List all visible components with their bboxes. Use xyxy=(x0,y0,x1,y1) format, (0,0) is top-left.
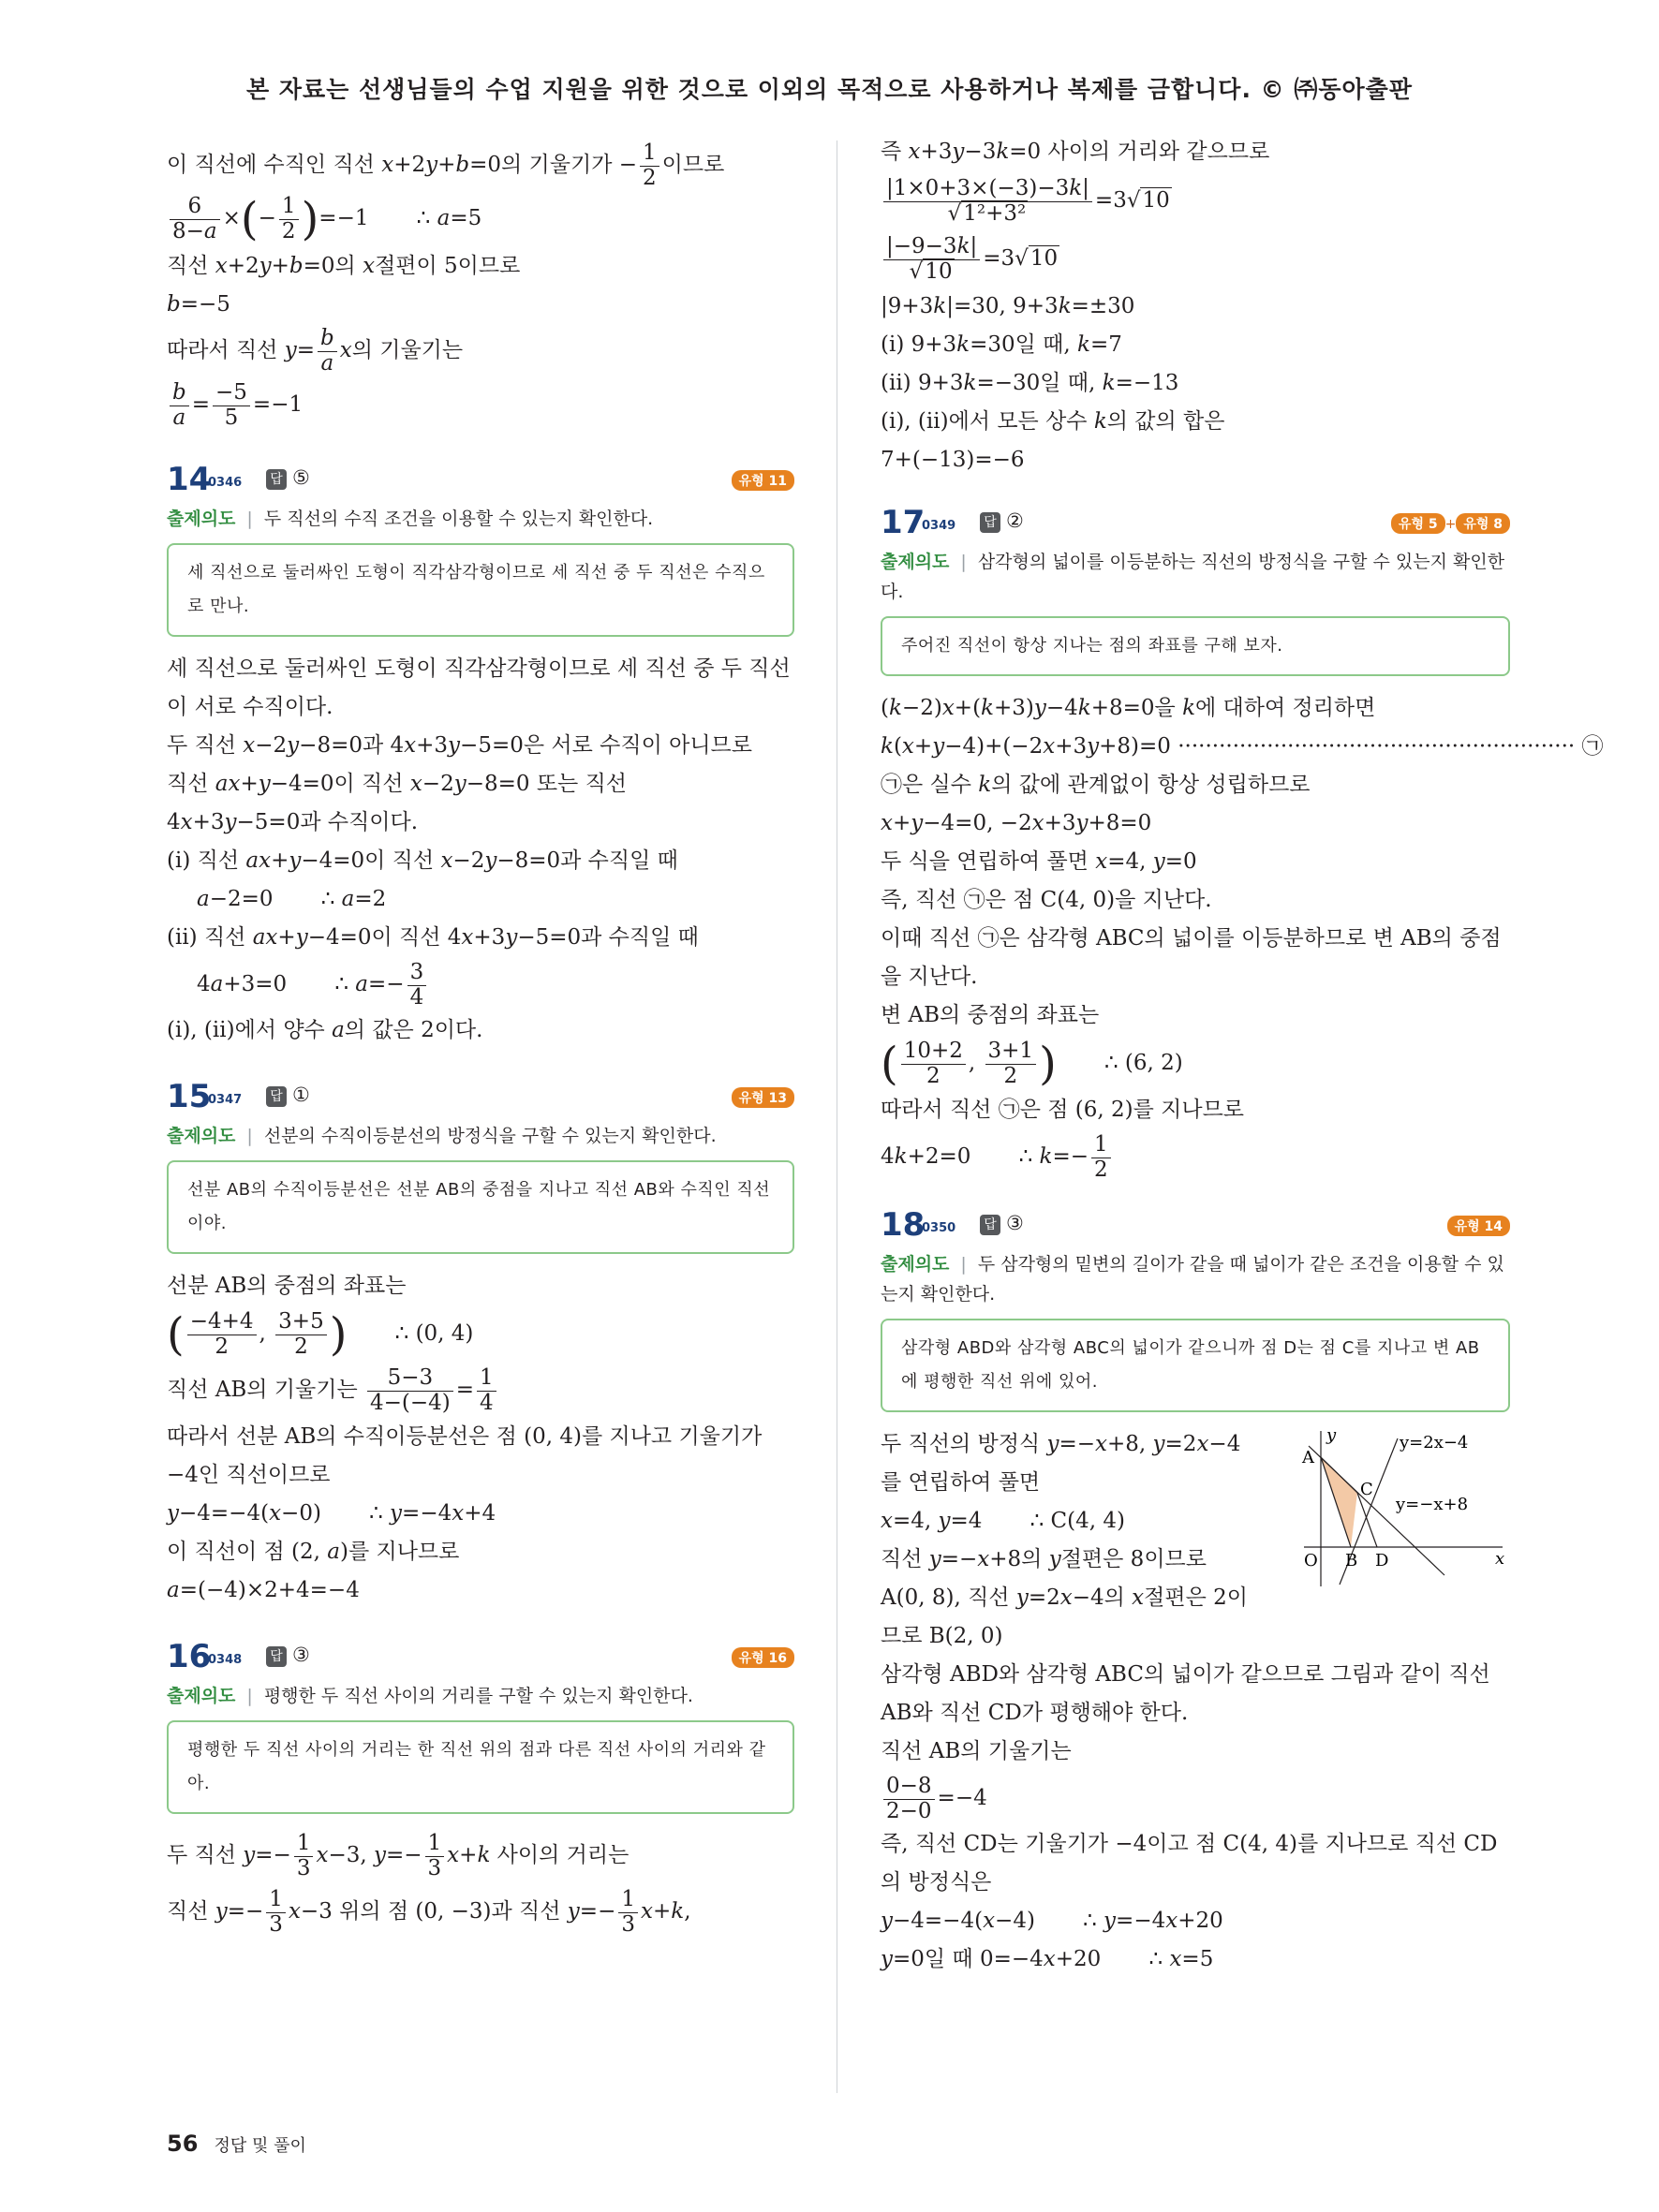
point-c-label: C xyxy=(1360,1480,1373,1499)
type-tags xyxy=(732,1087,794,1108)
question-number: 16 xyxy=(167,1638,212,1675)
question-intent: 출제의도 | 평행한 두 직선 사이의 거리를 구할 수 있는지 확인한다. xyxy=(167,1686,693,1706)
type-tag: 유형 14 xyxy=(1447,1216,1510,1236)
type-tags xyxy=(732,470,794,491)
question-number: 15 xyxy=(167,1078,212,1115)
left-column xyxy=(167,140,794,1939)
type-tag: 유형 5 xyxy=(1391,513,1445,534)
page-label: 정답 및 풀이 xyxy=(214,2136,306,2156)
triangle-abc xyxy=(1321,1457,1357,1547)
question-intent: 출제의도 | 선분의 수직이등분선의 방정식을 구할 수 있는지 확인한다. xyxy=(167,1126,717,1146)
type-tag: 유형 16 xyxy=(732,1647,794,1668)
page-number: 56 xyxy=(167,2131,199,2157)
line1-label: y=2x−4 xyxy=(1400,1433,1469,1453)
answer-icon: 답 xyxy=(980,512,1000,533)
question-id: 0346 xyxy=(208,476,243,490)
type-tag: 유형 11 xyxy=(732,470,794,491)
right-column xyxy=(881,140,1604,1979)
copyright-notice: 본 자료는 선생님들의 수업 지원을 위한 것으로 이외의 목적으로 사용하거나 복제를 금합니다. © ㈜동아출판 xyxy=(246,76,1413,103)
answer-choice: ② xyxy=(1006,509,1024,532)
point-d-label: D xyxy=(1375,1551,1389,1571)
q18-figure-block: y x O A B C D y=2x−4 y=−x+8 두 직선의 방정식 y=−x+8, y=2x−4 를 연립하여 풀면 x=4, y=4 ∴ C(4, 4) 직선 y=−x+8의 y절편은 8이므로 A(0, 8), 직선 y=2x−4의 x절편은 2이 므로 B(2, 0) xyxy=(881,1425,1510,1656)
question-17: 17 0349 답 ② 유형 5 + 유형 8 출제의도 | 삼각형의 넓이를 이등분하는 직선의 방정식을 구할 수 있는지 확인한다. 주어진 직선이 항상 지나는 점의 좌표를 구해 보자. (k−2)x+(k+3)y−4k+8=0을 k에 대하여 정리하면 k(x+y−4)+(−2x+3y+8)=0 ·························································· ㉠ ㉠은 실수 k의 값에 관계없이 항상 성립하므로 x+y−4=0, −2x+3y+8=0 두 식을 연립하여 풀면 x=4, y=0 즉, 직선 ㉠은 점 C(4, 0)을 지난다. 이때 직선 ㉠은 삼각형 ABC의 넓이를 이등분하므로 변 AB의 중점을 지난다. 변 AB의 중점의 좌표는 ( $\frac{10+2}{2}$ , $\frac{3+1}{2}$ ) ∴ (6, 2) 따라서 직선 ㉠은 점 (6, 2)를 지나므로 4k+2=0 ∴ k=− $\frac{1}{2}$ xyxy=(881,504,1604,1182)
question-18: 18 0350 답 ③ 유형 14 출제의도 | 두 삼각형의 밑변의 길이가 같을 때 넓이가 같은 조건을 이용할 수 있는지 확인한다. 삼각형 ABD와 삼각형 ABC의 넓이가 같으니까 점 D는 점 C를 지나고 변 AB에 평행한 직선 위에 있어. y x O A B C D y=2x−4 y=−x+8 두 직선의 방정식 y=−x+8, y=2x−4 를 연립하여 풀면 x=4, y=4 ∴ C(4, 4) 직선 y=−x+8의 y절편은 8이므로 A(0, 8), 직선 y=2x−4의 x절편은 2이 므로 B(2, 0) 삼각형 ABD와 삼각형 ABC의 넓이가 같으므로 그림과 같이 직선 AB와 직선 CD가 평행해야 한다. 직선 AB의 기울기는 $\frac{0-8}{2-0}$ =−4 즉, 직선 CD는 기울기가 −4이고 점 C(4, 4)를 지나므로 직선 CD의 방정식은 y−4=−4(x−4) ∴ y=−4x+20 y=0일 때 0=−4x+20 ∴ x=5 xyxy=(881,1206,1510,1979)
answer-icon: 답 xyxy=(266,1086,287,1107)
question-intent: 출제의도 | 두 삼각형의 밑변의 길이가 같을 때 넓이가 같은 조건을 이용할 수 있는지 확인한다. xyxy=(881,1254,1504,1305)
point-a-label: A xyxy=(1302,1448,1314,1467)
line2-label: y=−x+8 xyxy=(1396,1495,1469,1514)
question-16: 16 0348 답 ③ 유형 16 출제의도 | 평행한 두 직선 사이의 거리를 구할 수 있는지 확인한다. 평행한 두 직선 사이의 거리는 한 직선 위의 점과 다른 직선 사이의 거리와 같아. 두 직선 y=− $\frac{1}{3}$ x−3, y=− $\frac{1}{3}$ x+k 사이의 거리는 직선 y=− $\frac{1}{3}$ x−3 위의 점 (0, −3)과 직선 y=− $\frac{1}{3}$ x+k, xyxy=(167,1638,794,1939)
question-15: 15 0347 답 ① 유형 13 출제의도 | 선분의 수직이등분선의 방정식을 구할 수 있는지 확인한다. 선분 AB의 수직이등분선은 선분 AB의 중점을 지나고 직선 AB와 수직인 직선이야. 선분 AB의 중점의 좌표는 ( $\frac{-4+4}{2}$ , $\frac{3+5}{2}$ ) ∴ (0, 4) 직선 AB의 기울기는 $\frac{5-3}{4-(-4)}$ = $\frac{1}{4}$ 따라서 선분 AB의 수직이등분선은 점 (0, 4)를 지나고 기울기가 −4인 직선이므로 y−4=−4(x−0) ∴ y=−4x+4 이 직선이 점 (2, a)를 지나므로 a=(−4)×2+4=−4 xyxy=(167,1078,794,1610)
coordinate-figure xyxy=(1295,1425,1510,1594)
question-id: 0348 xyxy=(208,1653,243,1667)
answer-choice: ① xyxy=(292,1084,310,1106)
question-id: 0349 xyxy=(922,519,956,533)
question-intent: 출제의도 | 두 직선의 수직 조건을 이용할 수 있는지 확인한다. xyxy=(167,509,654,529)
type-tag: 유형 8 xyxy=(1456,513,1510,534)
question-id: 0347 xyxy=(208,1093,243,1107)
answer-choice: ⑤ xyxy=(292,466,310,489)
type-tags xyxy=(1447,1216,1510,1236)
hint-box: 세 직선으로 둘러싸인 도형이 직각삼각형이므로 세 직선 중 두 직선은 수직으로 만나. xyxy=(167,543,794,637)
answer-icon: 답 xyxy=(266,1646,287,1667)
answer-icon: 답 xyxy=(980,1215,1000,1235)
answer-choice: ③ xyxy=(292,1644,310,1666)
y-axis-label: y xyxy=(1326,1425,1337,1445)
type-tags xyxy=(732,1647,794,1668)
point-b-label: B xyxy=(1345,1551,1358,1571)
origin-label: O xyxy=(1304,1551,1318,1571)
question-number: 17 xyxy=(881,504,926,541)
q16-continuation: 즉 x+3y−3k=0 사이의 거리와 같으므로 $\frac{|1\times 0+3\times(-3)-3k|}{\text{√1²+3²}}$ =3√10 $\frac{|-9-3k|}{√10}$ =3√10 |9+3k|=30, 9+3k=±30 (ⅰ) 9+3k=30일 때, k=7 (ⅱ) 9+3k=−30일 때, k=−13 (ⅰ), (ⅱ)에서 모든 상수 k의 값의 합은 7+(−13)=−6 xyxy=(881,140,1270,472)
hint-box: 삼각형 ABD와 삼각형 ABC의 넓이가 같으니까 점 D는 점 C를 지나고 변 AB에 평행한 직선 위에 있어. xyxy=(881,1319,1510,1412)
question-number: 18 xyxy=(881,1206,926,1244)
page-footer xyxy=(167,2131,306,2157)
hint-box: 주어진 직선이 항상 지나는 점의 좌표를 구해 보자. xyxy=(881,616,1510,676)
answer-icon: 답 xyxy=(266,469,287,490)
x-axis-label: x xyxy=(1495,1549,1505,1569)
answer-choice: ③ xyxy=(1006,1212,1024,1234)
question-id: 0350 xyxy=(922,1221,956,1235)
hint-box: 선분 AB의 수직이등분선은 선분 AB의 중점을 지나고 직선 AB와 수직인 직선이야. xyxy=(167,1160,794,1254)
type-tags: 유형 5 + 유형 8 xyxy=(1391,513,1510,534)
question-intent: 출제의도 | 삼각형의 넓이를 이등분하는 직선의 방정식을 구할 수 있는지 확인한다. xyxy=(881,552,1505,602)
q13-continuation: 이 직선에 수직인 직선 x+2y+b=0의 기울기가 − $\frac{1}{2}$ 이므로 $\frac{6}{8-a}$ ×(− $\frac{1}{2}$ )=−1 ∴ a=5 직선 x+2y+b=0의 x절편이 5이므로 b=−5 따라서 직선 y= $\frac{b}{a}$ x의 기울기는 $\frac{b}{a}$ = $\frac{-5}{5}$ =−1 xyxy=(167,140,725,430)
hint-box: 평행한 두 직선 사이의 거리는 한 직선 위의 점과 다른 직선 사이의 거리와 같아. xyxy=(167,1720,794,1814)
type-tag: 유형 13 xyxy=(732,1087,794,1108)
question-number: 14 xyxy=(167,461,212,498)
question-14: 14 0346 답 ⑤ 유형 11 출제의도 | 두 직선의 수직 조건을 이용할 수 있는지 확인한다. 세 직선으로 둘러싸인 도형이 직각삼각형이므로 세 직선 중 두 직선은 수직으로 만나. 세 직선으로 둘러싸인 도형이 직각삼각형이므로 세 직선 중 두 직선이 서로 수직이다. 두 직선 x−2y−8=0과 4x+3y−5=0은 서로 수직이 아니므로 직선 ax+y−4=0이 직선 x−2y−8=0 또는 직선 4x+3y−5=0과 수직이다. (ⅰ) 직선 ax+y−4=0이 직선 x−2y−8=0과 수직일 때 a−2=0 ∴ a=2 (ⅱ) 직선 ax+y−4=0이 직선 4x+3y−5=0과 수직일 때 4a+3=0 ∴ a=− $\frac{3}{4}$ (ⅰ), (ⅱ)에서 양수 a의 값은 2이다. xyxy=(167,461,794,1050)
